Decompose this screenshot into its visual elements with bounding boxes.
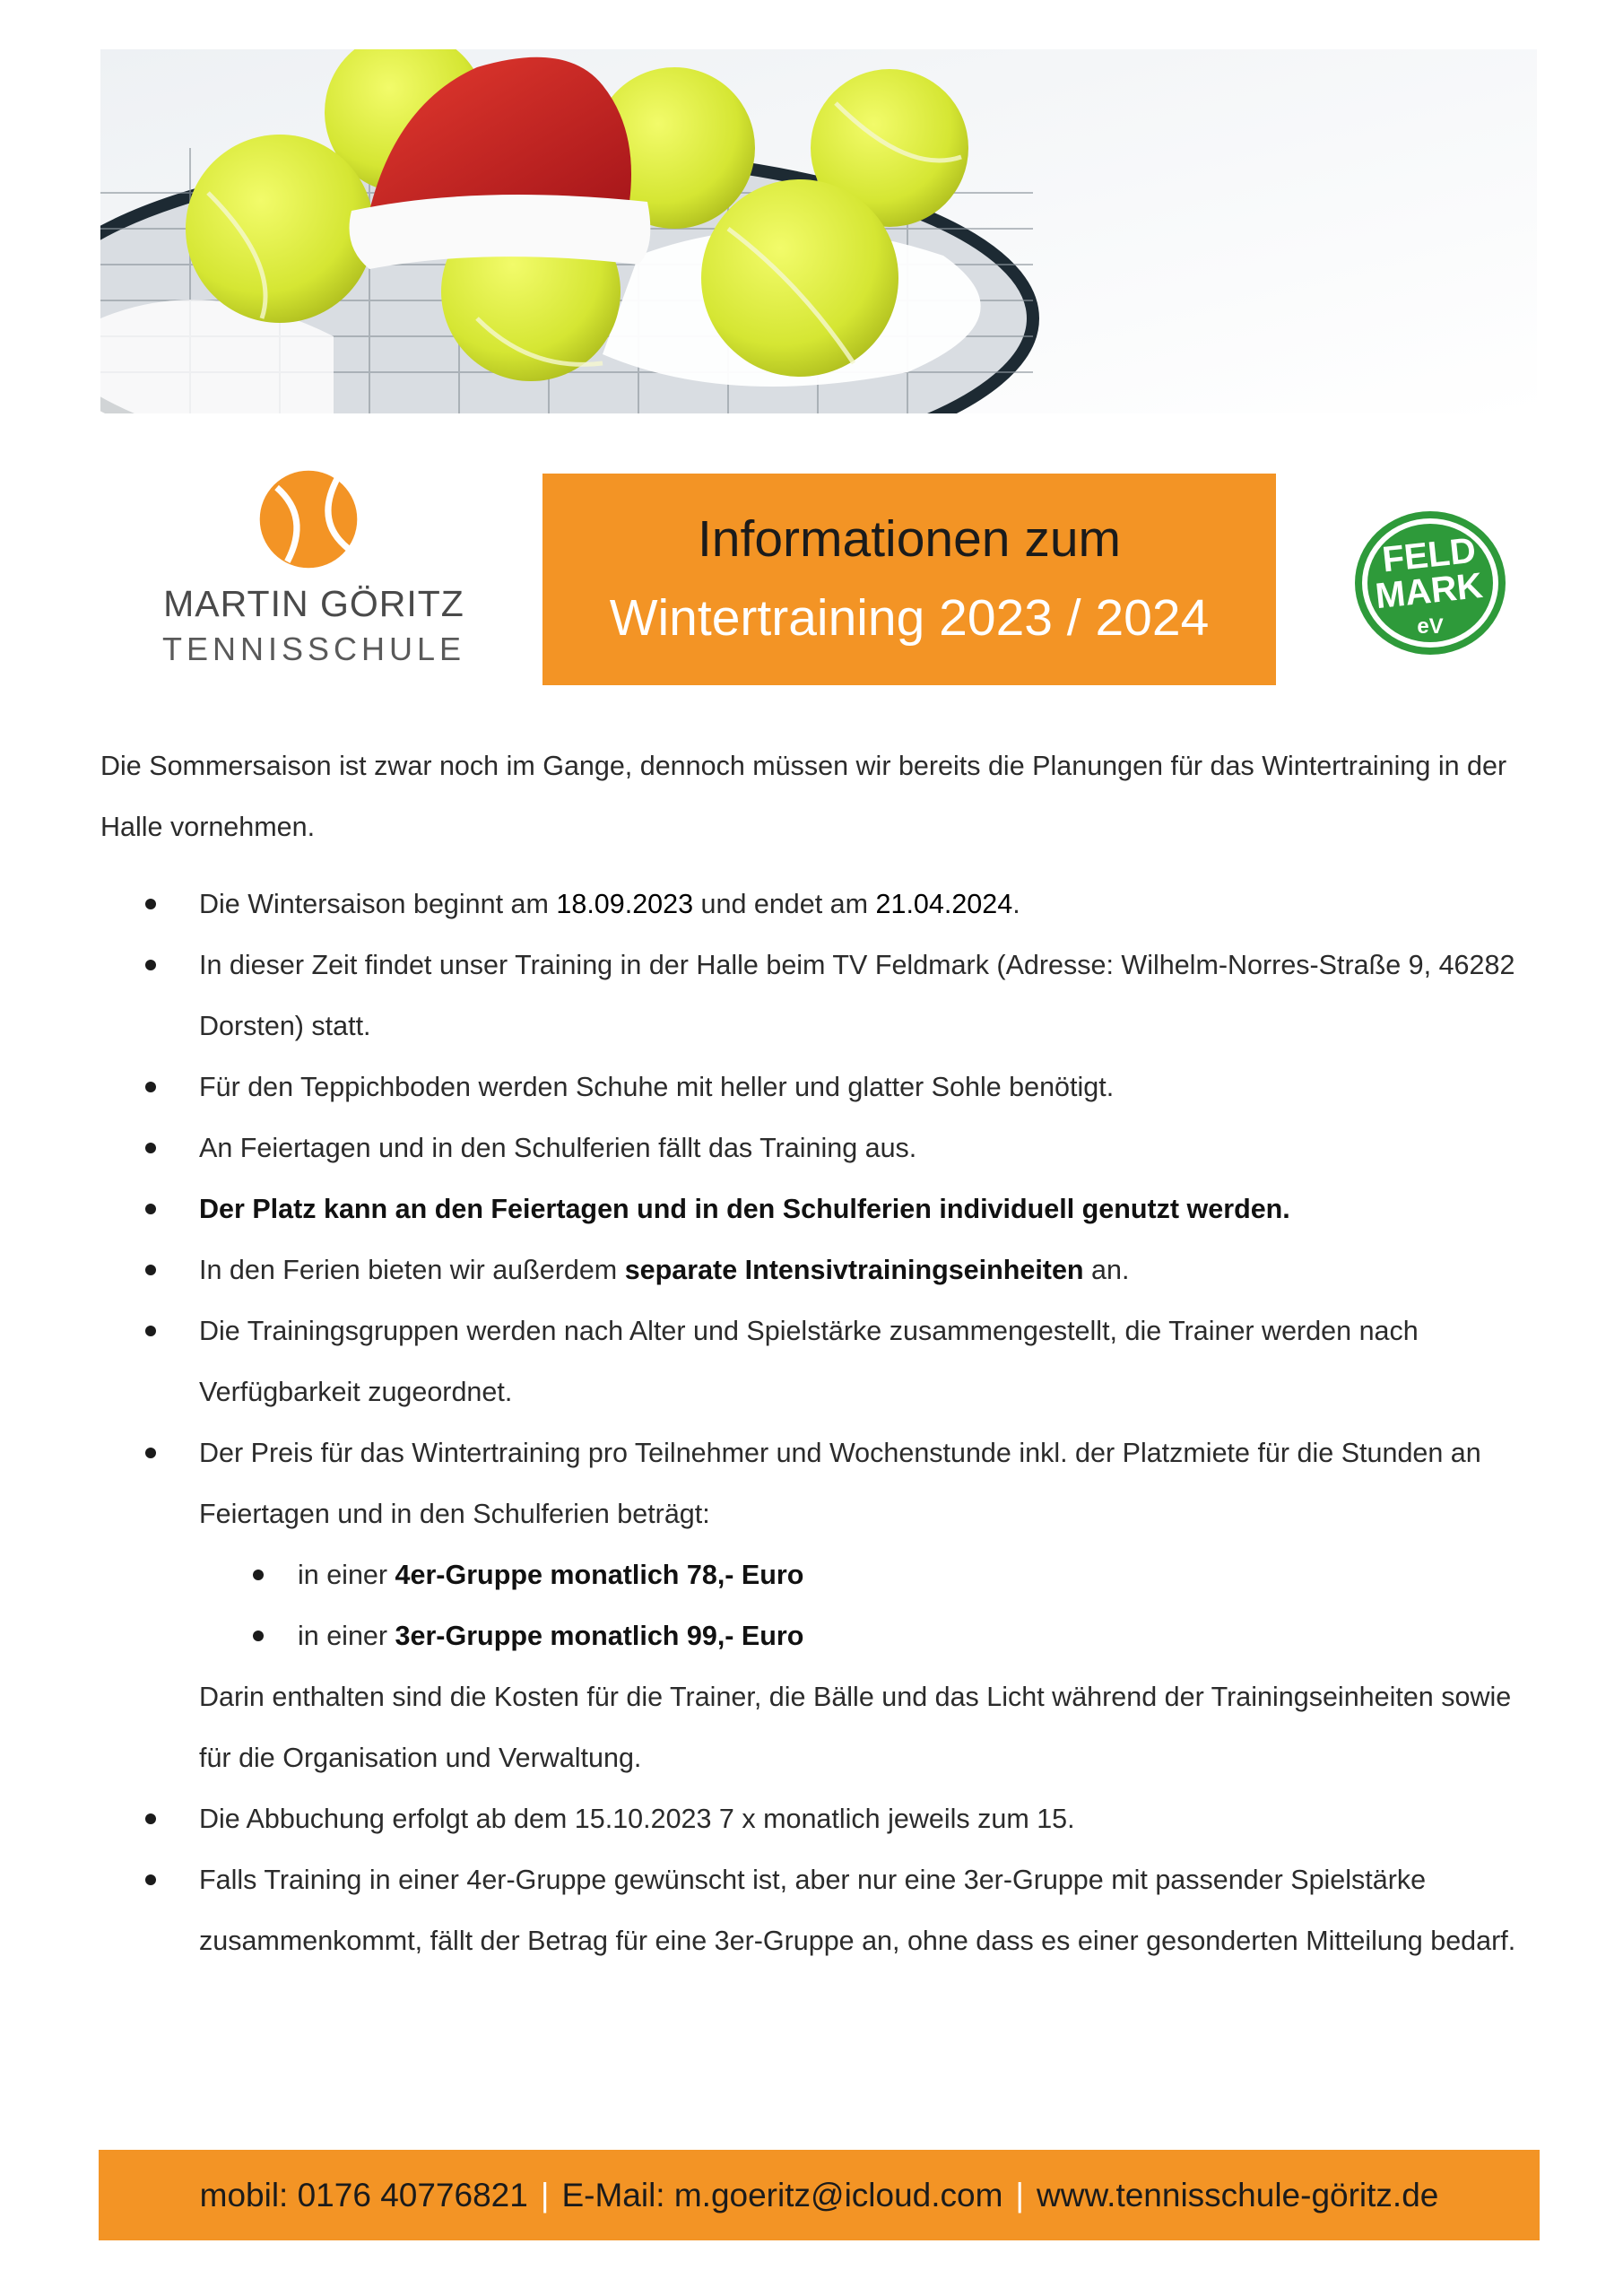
price-note: Darin enthalten sind die Kosten für die Trainer, die Bälle und das Licht während der Trainingseinheiten sowie für die Organisation und Verwaltung. (199, 1682, 1512, 1773)
price-item-3er (199, 1605, 1535, 1666)
document-body (100, 735, 1535, 1971)
start-date: 18.09.2023 (556, 889, 694, 919)
info-list (100, 874, 1535, 1971)
club-logo-line1: FELD (1380, 530, 1478, 580)
list-item-price (100, 1422, 1535, 1788)
list-item-holidays: An Feiertagen und in den Schulferien fällt das Training aus. (100, 1118, 1535, 1178)
page-title-line2: Wintertraining 2023 / 2024 (609, 589, 1210, 647)
list-item-groups: Die Trainingsgruppen werden nach Alter und Spielstärke zusammengestellt, die Trainer werden nach Verfügbarkeit zugeordnet. (100, 1300, 1535, 1422)
club-logo-line3: eV (1417, 614, 1444, 639)
text: an. (1083, 1255, 1130, 1285)
list-item-location: In dieser Zeit findet unser Training in der Halle beim TV Feldmark (Adresse: Wilhelm-Norres-Straße 9, 46282 Dorsten) statt. (100, 935, 1535, 1057)
intensive-training-highlight: separate Intensivtrainingseinheiten (624, 1255, 1084, 1285)
tennis-ball-logo-icon (256, 466, 361, 572)
phone-number[interactable]: mobil: 0176 40776821 (199, 2177, 528, 2213)
separator: | (540, 2177, 550, 2213)
price-3er: 3er-Gruppe monatlich 99,- Euro (395, 1621, 804, 1651)
text: und endet am (693, 889, 876, 919)
list-item-court-usage: Der Platz kann an den Feiertagen und in den Schulferien individuell genutzt werden. (100, 1178, 1535, 1239)
list-item-debit: Die Abbuchung erfolgt ab dem 15.10.2023 7 x monatlich jeweils zum 15. (100, 1788, 1535, 1849)
text: Die Wintersaison beginnt am (199, 889, 557, 919)
club-logo-line2: MARK (1373, 565, 1485, 617)
price-list (199, 1544, 1535, 1666)
tennisschule-logo (143, 466, 484, 682)
text: In den Ferien bieten wir außerdem (199, 1255, 625, 1285)
email-address[interactable]: E-Mail: m.goeritz@icloud.com (561, 2177, 1003, 2213)
school-subtitle: TENNISSCHULE (161, 631, 466, 667)
title-banner (542, 474, 1276, 685)
contact-footer (99, 2150, 1540, 2240)
school-name: MARTIN GÖRITZ (163, 583, 464, 624)
list-item-intensive-training (100, 1239, 1535, 1300)
end-date: 21.04.2024 (875, 889, 1013, 919)
text: in einer (298, 1560, 395, 1590)
text: in einer (298, 1621, 395, 1651)
feldmark-club-logo (1352, 509, 1509, 657)
hero-photo-tennis-balls-santa-hat (100, 49, 1537, 413)
price-4er: 4er-Gruppe monatlich 78,- Euro (395, 1560, 804, 1590)
page-title-line1: Informationen zum (697, 510, 1122, 568)
price-text: Der Preis für das Wintertraining pro Teilnehmer und Wochenstunde inkl. der Platzmiete für die Stunden an Feiertagen und in den Schulferien beträgt: (199, 1438, 1481, 1529)
list-item-group-fallback: Falls Training in einer 4er-Gruppe gewünscht ist, aber nur eine 3er-Gruppe mit passender Spielstärke zusammenkommt, fällt der Betrag für eine 3er-Gruppe an, ohne dass es einer gesonderten Mitteilung bedarf. (100, 1849, 1535, 1971)
list-item-season-dates (100, 874, 1535, 935)
separator: | (1015, 2177, 1025, 2213)
text: . (1012, 889, 1020, 919)
list-item-shoes: Für den Teppichboden werden Schuhe mit heller und glatter Sohle benötigt. (100, 1057, 1535, 1118)
price-item-4er (199, 1544, 1535, 1605)
intro-paragraph: Die Sommersaison ist zwar noch im Gange, dennoch müssen wir bereits die Planungen für das Wintertraining in der Halle vornehmen. (100, 751, 1507, 842)
website-link[interactable]: www.tennisschule-göritz.de (1037, 2177, 1439, 2213)
